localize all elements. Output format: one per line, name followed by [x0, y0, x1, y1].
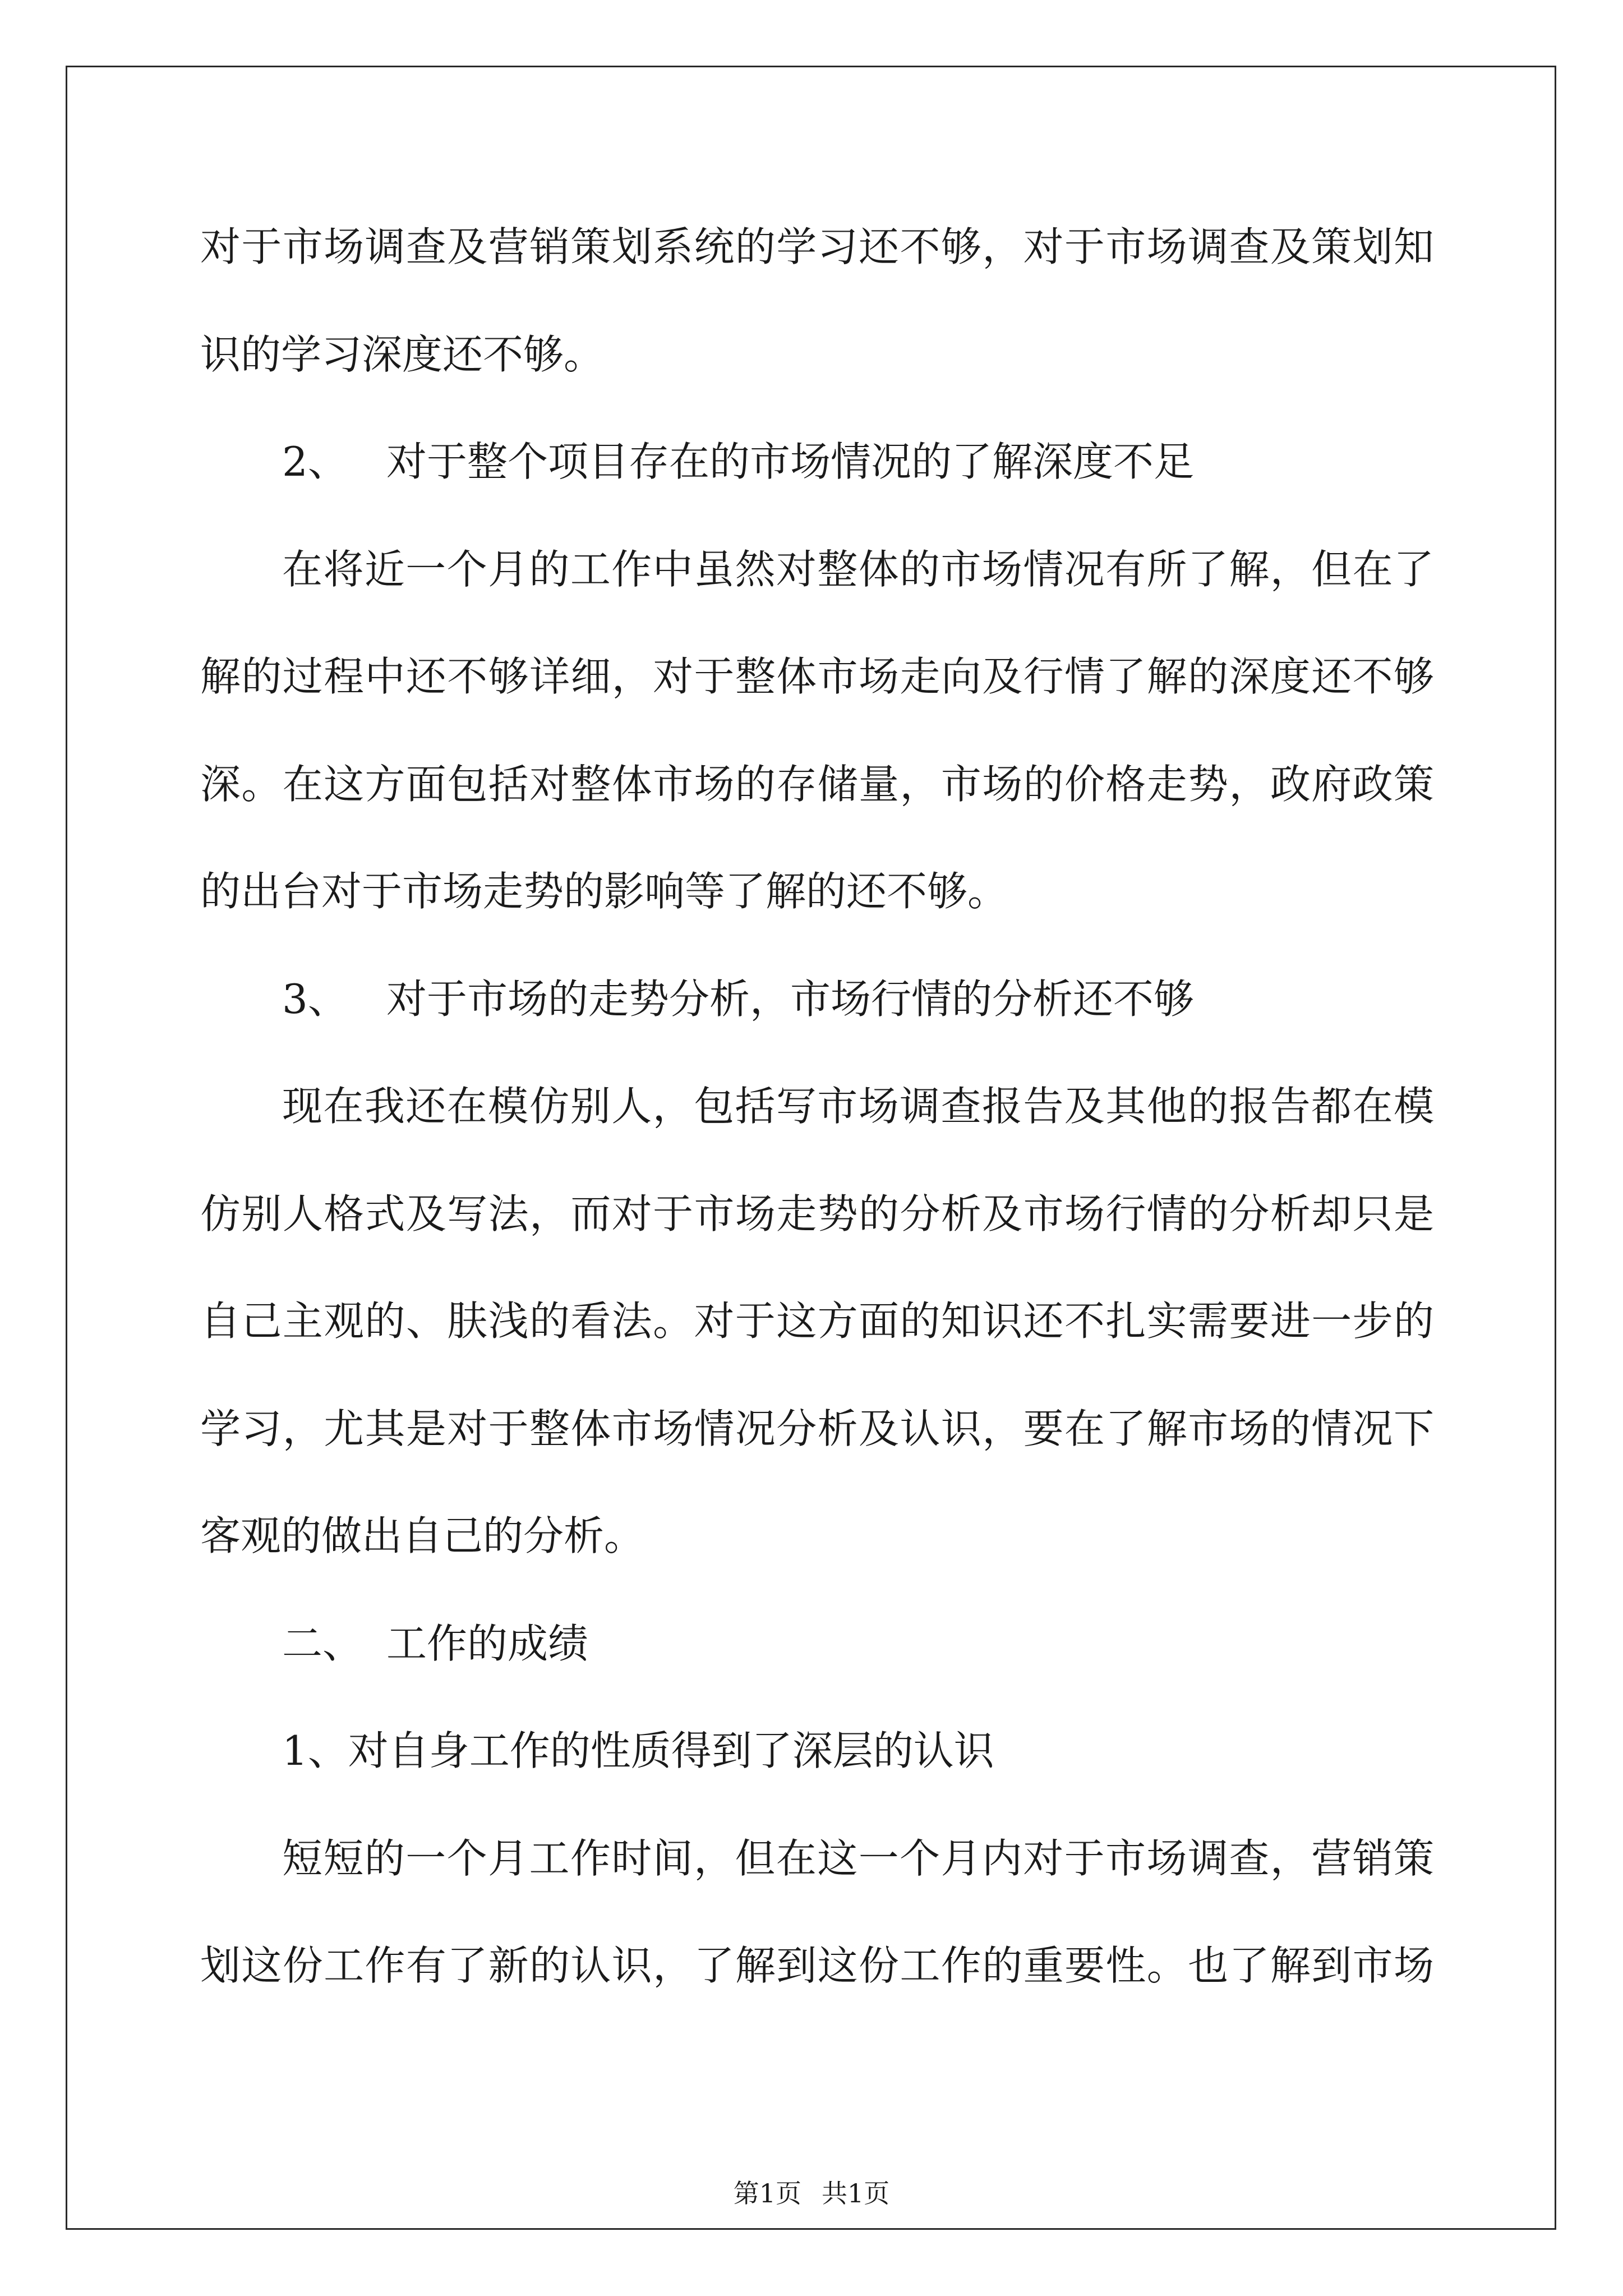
text-line: 自己主观的、肤浅的看法。对于这方面的知识还不扎实需要进一步的: [200, 1297, 1434, 1345]
page-number: 第1页: [733, 2178, 801, 2208]
section-heading: [200, 408, 1434, 516]
text-line: 深。在这方面包括对整体市场的存储量，市场的价格走势，政府政策: [200, 760, 1434, 808]
text-line: 现在我还在模仿别人，包括写市场调查报告及其他的报告都在模: [282, 1083, 1434, 1130]
text-line: 识的学习深度还不够。: [200, 330, 605, 378]
heading-number: 3、: [282, 975, 348, 1023]
section-heading: [200, 946, 1434, 1053]
text-line: 划这份工作有了新的认识，了解到这份工作的重要性。也了解到市场: [200, 1942, 1434, 1989]
page-total: 共1页: [822, 2178, 890, 2208]
text-line: 在将近一个月的工作中虽然对整体的市场情况有所了解，但在了: [282, 545, 1434, 593]
text-line: 的出台对于市场走势的影响等了解的还不够。: [200, 868, 1008, 915]
text-line: 短短的一个月工作时间，但在这一个月内对于市场调查，营销策: [282, 1834, 1434, 1882]
text-line: 仿别人格式及写法，而对于市场走势的分析及市场行情的分析却只是: [200, 1190, 1434, 1237]
section-heading: [200, 1590, 1434, 1698]
page-footer: [0, 2177, 1623, 2210]
subsection-heading: 1、对自身工作的性质得到了深层的认识: [282, 1727, 994, 1774]
text-line: 对于市场调查及营销策划系统的学习还不够，对于市场调查及策划知: [200, 223, 1434, 270]
heading-number: 2、: [282, 438, 348, 485]
heading-title: 工作的成绩: [386, 1619, 589, 1667]
text-line: 学习，尤其是对于整体市场情况分析及认识，要在了解市场的情况下: [200, 1405, 1434, 1452]
text-line: 解的过程中还不够详细，对于整体市场走向及行情了解的深度还不够: [200, 653, 1434, 700]
document-body: [200, 194, 1434, 2020]
heading-title: 对于市场的走势分析，市场行情的分析还不够: [386, 975, 1195, 1023]
text-line: 客观的做出自己的分析。: [200, 1512, 645, 1559]
heading-title: 对于整个项目存在的市场情况的了解深度不足: [386, 438, 1195, 485]
heading-number: 二、: [282, 1619, 363, 1667]
